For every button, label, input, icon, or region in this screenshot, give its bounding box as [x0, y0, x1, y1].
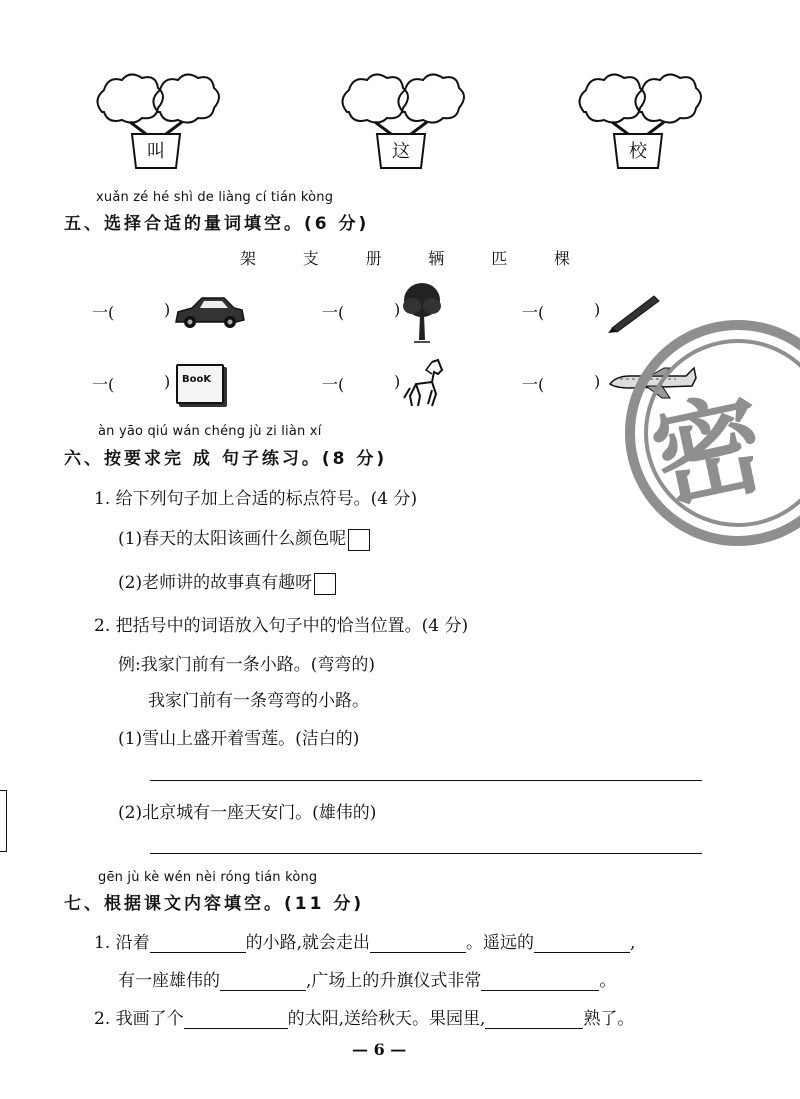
tree-group-2	[335, 72, 465, 172]
section7-title: 七、根据课文内容填空。(11 分)	[64, 894, 365, 914]
measure-answer-blank[interactable]: )	[594, 372, 601, 391]
measure-word: 棵	[553, 249, 570, 268]
measure-item-book	[92, 372, 171, 395]
fill-blank[interactable]	[485, 1010, 583, 1029]
measure-item-airplane	[522, 372, 601, 395]
fill-text: ,广场上的升旗仪式非常	[306, 971, 482, 991]
section6-q2: 2. 把括号中的词语放入句子中的恰当位置。(4 分)	[94, 616, 469, 636]
fill-text: 熟了。	[583, 1009, 635, 1029]
measure-answer-blank[interactable]: )	[164, 300, 171, 319]
section6-example: 例:我家门前有一条小路。(弯弯的)	[118, 655, 375, 675]
book-icon	[176, 364, 224, 404]
measure-word: 匹	[491, 249, 508, 268]
page-number: — 6 —	[352, 1040, 407, 1059]
fill-blank[interactable]	[370, 934, 466, 953]
measure-item-horse	[322, 372, 401, 395]
measure-answer-blank[interactable]: )	[394, 372, 401, 391]
answer-line-2[interactable]	[150, 853, 702, 854]
measure-open-paren: 一(	[522, 303, 545, 322]
tree-group-1	[90, 72, 220, 172]
car-icon	[172, 290, 246, 330]
fill-blank[interactable]	[220, 972, 306, 991]
measure-open-paren: 一(	[522, 375, 545, 394]
binding-mark	[0, 790, 7, 852]
section6-q1-1	[118, 524, 370, 551]
answer-line-1[interactable]	[150, 780, 702, 781]
measure-open-paren: 一(	[92, 375, 115, 394]
section6-q1: 1. 给下列句子加上合适的标点符号。(4 分)	[94, 489, 418, 509]
tree-group-3	[572, 72, 702, 172]
measure-word: 架	[240, 249, 257, 268]
sentence-text: (2)老师讲的故事真有趣呀	[118, 573, 313, 593]
measure-open-paren: 一(	[322, 375, 345, 394]
fill-text: 。遥远的	[466, 933, 535, 953]
section5-title: 五、选择合适的量词填空。(6 分)	[64, 214, 370, 234]
section7-pinyin: gēn jù kè wén nèi róng tián kòng	[98, 870, 318, 885]
measure-item-tree	[322, 300, 401, 323]
section7-line-2	[118, 966, 616, 991]
sentence-text: (1)春天的太阳该画什么颜色呢	[118, 529, 347, 549]
fill-text: ,	[630, 933, 636, 953]
measure-answer-blank[interactable]: )	[164, 372, 171, 391]
measure-word-bank	[240, 246, 570, 269]
section6-q2-2: (2)北京城有一座天安门。(雄伟的)	[118, 803, 377, 823]
measure-item-pencil	[522, 300, 601, 323]
measure-word: 支	[302, 249, 319, 268]
fill-text: 。	[599, 971, 617, 991]
measure-word: 辆	[428, 249, 445, 268]
punctuation-box[interactable]	[314, 573, 336, 595]
punctuation-box[interactable]	[348, 529, 370, 551]
fill-text: 1. 沿着	[94, 933, 150, 953]
measure-answer-blank[interactable]: )	[594, 300, 601, 319]
fill-blank[interactable]	[150, 934, 246, 953]
section6-pinyin: àn yāo qiú wán chéng jù zi liàn xí	[98, 424, 322, 439]
section6-title: 六、按要求完 成 句子练习。(8 分)	[64, 449, 388, 469]
section7-line-1	[94, 928, 635, 953]
measure-answer-blank[interactable]: )	[394, 300, 401, 319]
horse-icon	[402, 356, 450, 410]
secret-stamp	[620, 318, 800, 548]
tree-icon	[400, 280, 444, 344]
measure-open-paren: 一(	[322, 303, 345, 322]
measure-item-car	[92, 300, 171, 323]
section7-line-3	[94, 1004, 634, 1029]
section6-example-answer: 我家门前有一条弯弯的小路。	[148, 691, 369, 711]
fill-text: 的小路,就会走出	[245, 933, 371, 953]
fill-text: 有一座雄伟的	[118, 971, 220, 991]
measure-word: 册	[365, 249, 382, 268]
section5-pinyin: xuǎn zé hé shì de liàng cí tián kòng	[96, 190, 334, 205]
tree-label-3: 校	[629, 141, 647, 162]
fill-blank[interactable]	[481, 972, 599, 991]
section6-q2-1: (1)雪山上盛开着雪莲。(洁白的)	[118, 729, 360, 749]
tree-label-2: 这	[392, 141, 410, 162]
fill-text: 的太阳,送给秋天。果园里,	[287, 1009, 486, 1029]
book-cover-text: BooK	[182, 374, 212, 385]
stamp-text: 密	[641, 377, 776, 526]
measure-open-paren: 一(	[92, 303, 115, 322]
fill-blank[interactable]	[534, 934, 630, 953]
tree-label-1: 叫	[147, 141, 165, 162]
fill-blank[interactable]	[184, 1010, 288, 1029]
fill-text: 2. 我画了个	[94, 1009, 184, 1029]
section6-q1-2	[118, 568, 336, 595]
